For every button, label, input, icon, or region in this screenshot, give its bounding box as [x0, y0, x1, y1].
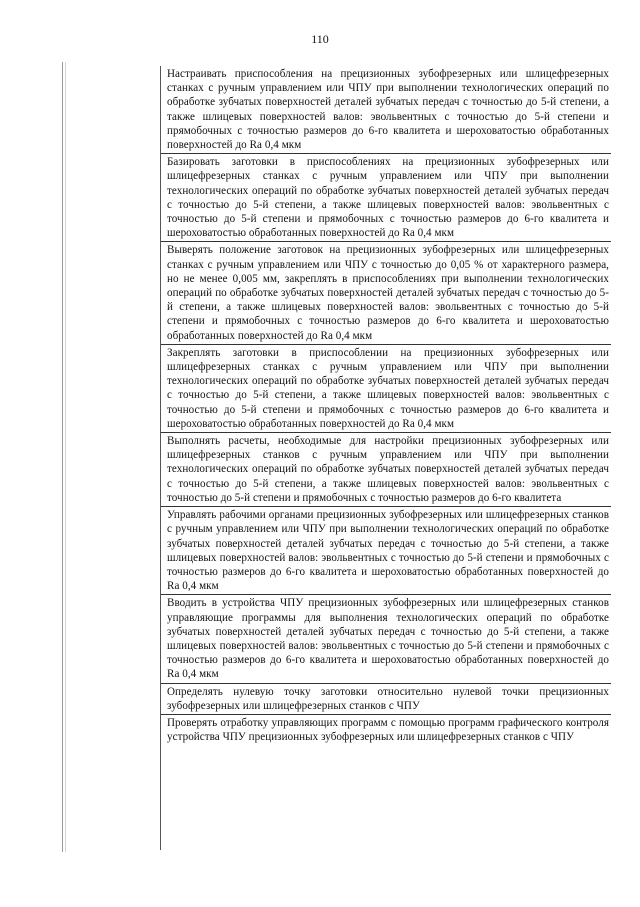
table-row: Определять нулевую точку заготовки относительно нулевой точки прецизионных зубофрезерных или шлицефрезерных станков с ЧПУ: [161, 683, 611, 714]
left-column-border: [62, 62, 63, 852]
table-row: Выверять положение заготовок на прецизионных зубофрезерных или шлицефрезерных станках с ручным управлением или ЧПУ с точностью до 0,05 % от характерного размера, но не менее 0,005 мм, закреплять в приспособлениях при выполнении технологических операций по обработке зубчатых поверхностей деталей зубчатых передач с точностью до 5-й степени, а также шлицевых поверхностей валов: эвольвентных с точностью до 5-й степени и прямобочных с точностью размеров до 6-го квалитета и шероховатостью обработанных поверхностей до Ra 0,4 мкм: [161, 241, 611, 343]
table-row: Вводить в устройства ЧПУ прецизионных зубофрезерных или шлицефрезерных станков управляющие программы для выполнения технологических операций по обработке зубчатых поверхностей деталей зубчатых передач с точностью до 5-й степени, а также шлицевых поверхностей валов: эвольвентных с точностью до 5-й степени и прямобочных с точностью размеров до 6-го квалитета и шероховатостью обработанных поверхностей до Ra 0,4 мкм: [161, 594, 611, 682]
table-row: Настраивать приспособления на прецизионных зубофрезерных или шлицефрезерных станках с ручным управлением или ЧПУ при выполнении технологических операций по обработке зубчатых поверхностей деталей зубчатых передач с точностью до 5-й степени, а также шлицевых поверхностей валов: эвольвентных с точностью до 5-й степени и прямобочных с точностью размеров до 6-го квалитета и шероховатостью обработанных поверхностей до Ra 0,4 мкм: [167, 68, 609, 152]
table-row: Выполнять расчеты, необходимые для настройки прецизионных зубофрезерных или шлицефрезерных станков с ручным управлением или ЧПУ при выполнении технологических операций по обработке зубчатых поверхностей деталей зубчатых передач с точностью до 5-й степени, а также шлицевых поверхностей валов: эвольвентных с точностью до 5-й степени и прямобочных с точностью размеров до 6-го квалитета: [161, 432, 611, 506]
table-row: Управлять рабочими органами прецизионных зубофрезерных или шлицефрезерных станков с ручным управлением или ЧПУ при выполнении технологических операций по обработке зубчатых поверхностей деталей зубчатых передач с точностью до 5-й степени, а также шлицевых поверхностей валов: эвольвентных с точностью до 5-й степени и прямобочных с точностью размеров до 6-го квалитета и шероховатостью обработанных поверхностей до Ra 0,4 мкм: [161, 506, 611, 594]
page-number: 110: [311, 32, 329, 46]
table-row: Базировать заготовки в приспособлениях на прецизионных зубофрезерных или шлицефрезерных станках с ручным управлением или ЧПУ при выполнении технологических операций по обработке зубчатых поверхностей деталей зубчатых передач с точностью до 5-й степени, а также шлицевых поверхностей валов: эвольвентных с точностью до 5-й степени и прямобочных с точностью размеров до 6-го квалитета и шероховатостью обработанных поверхностей до Ra 0,4 мкм: [161, 153, 611, 241]
skills-table: [161, 66, 611, 745]
left-column-inner-border: [65, 62, 66, 852]
table-row: Закреплять заготовки в приспособлении на прецизионных зубофрезерных или шлицефрезерных станках с ручным управлением или ЧПУ при выполнении технологических операций по обработке зубчатых поверхностей деталей зубчатых передач с точностью до 5-й степени, а также шлицевых поверхностей валов: эвольвентных с точностью до 5-й степени и прямобочных с точностью размеров до 6-го квалитета и шероховатостью обработанных поверхностей до Ra 0,4 мкм: [161, 344, 611, 432]
table-row: Проверять отработку управляющих программ с помощью программ графического контроля устройства ЧПУ прецизионных зубофрезерных или шлицефрезерных станков с ЧПУ: [161, 714, 611, 745]
